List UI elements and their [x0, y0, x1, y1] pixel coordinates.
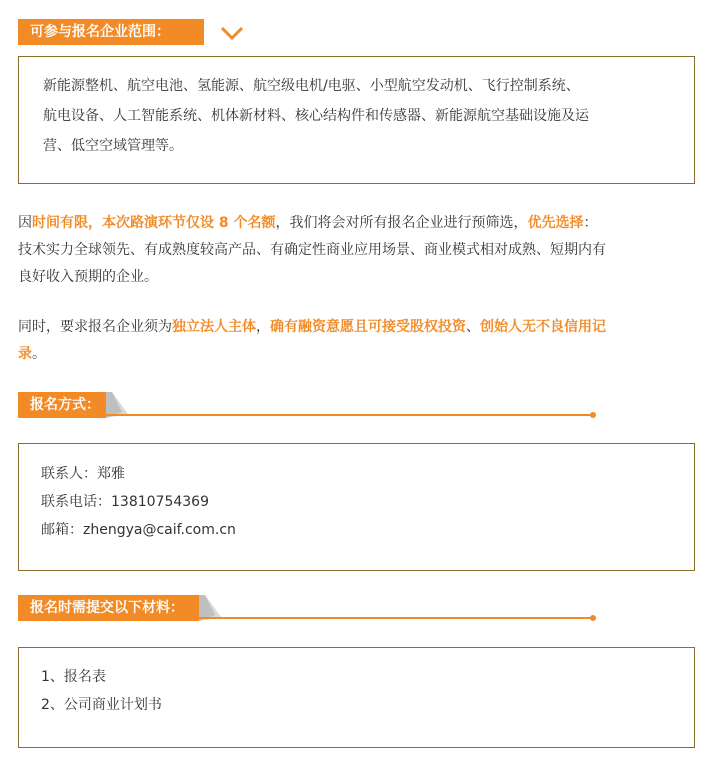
- notice-text: 因: [18, 215, 32, 231]
- notice-highlight-priority: 优先选择: [527, 215, 584, 231]
- scope-title: 可参与报名企业范围：: [30, 24, 170, 40]
- contact-person: 联系人：郑雅: [41, 466, 125, 482]
- materials-box: [18, 647, 695, 748]
- requirements-paragraph: [18, 314, 696, 368]
- notice-text: ，我们将会对所有报名企业进行预筛选，: [275, 215, 528, 231]
- requirements-text: ，: [256, 319, 270, 335]
- materials-list: [41, 663, 694, 719]
- contact-email: 邮箱：zhengya@caif.com.cn: [41, 522, 236, 538]
- notice-paragraph: [18, 210, 696, 291]
- requirements-highlight-credit: 创始人无不良信用记: [480, 319, 606, 335]
- scope-line: 航电设备、人工智能系统、机体新材料、核心结构件和传感器、新能源航空基础设施及运: [43, 108, 589, 124]
- registration-details: [41, 460, 694, 544]
- requirements-text: 、: [466, 319, 480, 335]
- notice-line: 技术实力全球领先、有成熟度较高产品、有确定性商业应用场景、商业模式相对成熟、短期内有: [18, 242, 606, 258]
- list-item: 2、公司商业计划书: [41, 697, 162, 713]
- contact-phone: 联系电话：13810754369: [41, 494, 209, 510]
- registration-box: [18, 443, 695, 571]
- notice-text: ：: [583, 215, 598, 231]
- requirements-highlight-financing: 确有融资意愿且可接受股权投资: [270, 319, 466, 335]
- scope-text: [43, 71, 694, 161]
- registration-underline: [18, 414, 592, 416]
- notice-line: 良好收入预期的企业。: [18, 269, 158, 285]
- requirements-text: 同时，要求报名企业须为: [18, 319, 172, 335]
- chevron-down-icon: [219, 23, 245, 43]
- requirements-highlight-entity: 独立法人主体: [172, 319, 256, 335]
- requirements-highlight-credit-end: 录: [18, 346, 32, 362]
- scope-title-tag: [18, 19, 204, 45]
- notice-highlight-quota: 时间有限，本次路演环节仅设 8 个名额: [32, 215, 276, 231]
- registration-underline-dot: [590, 412, 596, 418]
- materials-underline: [18, 617, 592, 619]
- materials-title: 报名时需提交以下材料：: [30, 600, 184, 616]
- notice-line: [18, 210, 696, 237]
- scope-line: 营、低空空域管理等。: [43, 138, 183, 154]
- requirements-text: 。: [32, 346, 46, 362]
- scope-box: [18, 56, 695, 184]
- materials-underline-dot: [590, 615, 596, 621]
- requirements-line: [18, 314, 696, 341]
- requirements-line: [18, 341, 696, 368]
- list-item: 1、报名表: [41, 669, 106, 685]
- registration-title: 报名方式：: [30, 397, 100, 413]
- scope-line: 新能源整机、航空电池、氢能源、航空级电机/电驱、小型航空发动机、飞行控制系统、: [43, 78, 580, 94]
